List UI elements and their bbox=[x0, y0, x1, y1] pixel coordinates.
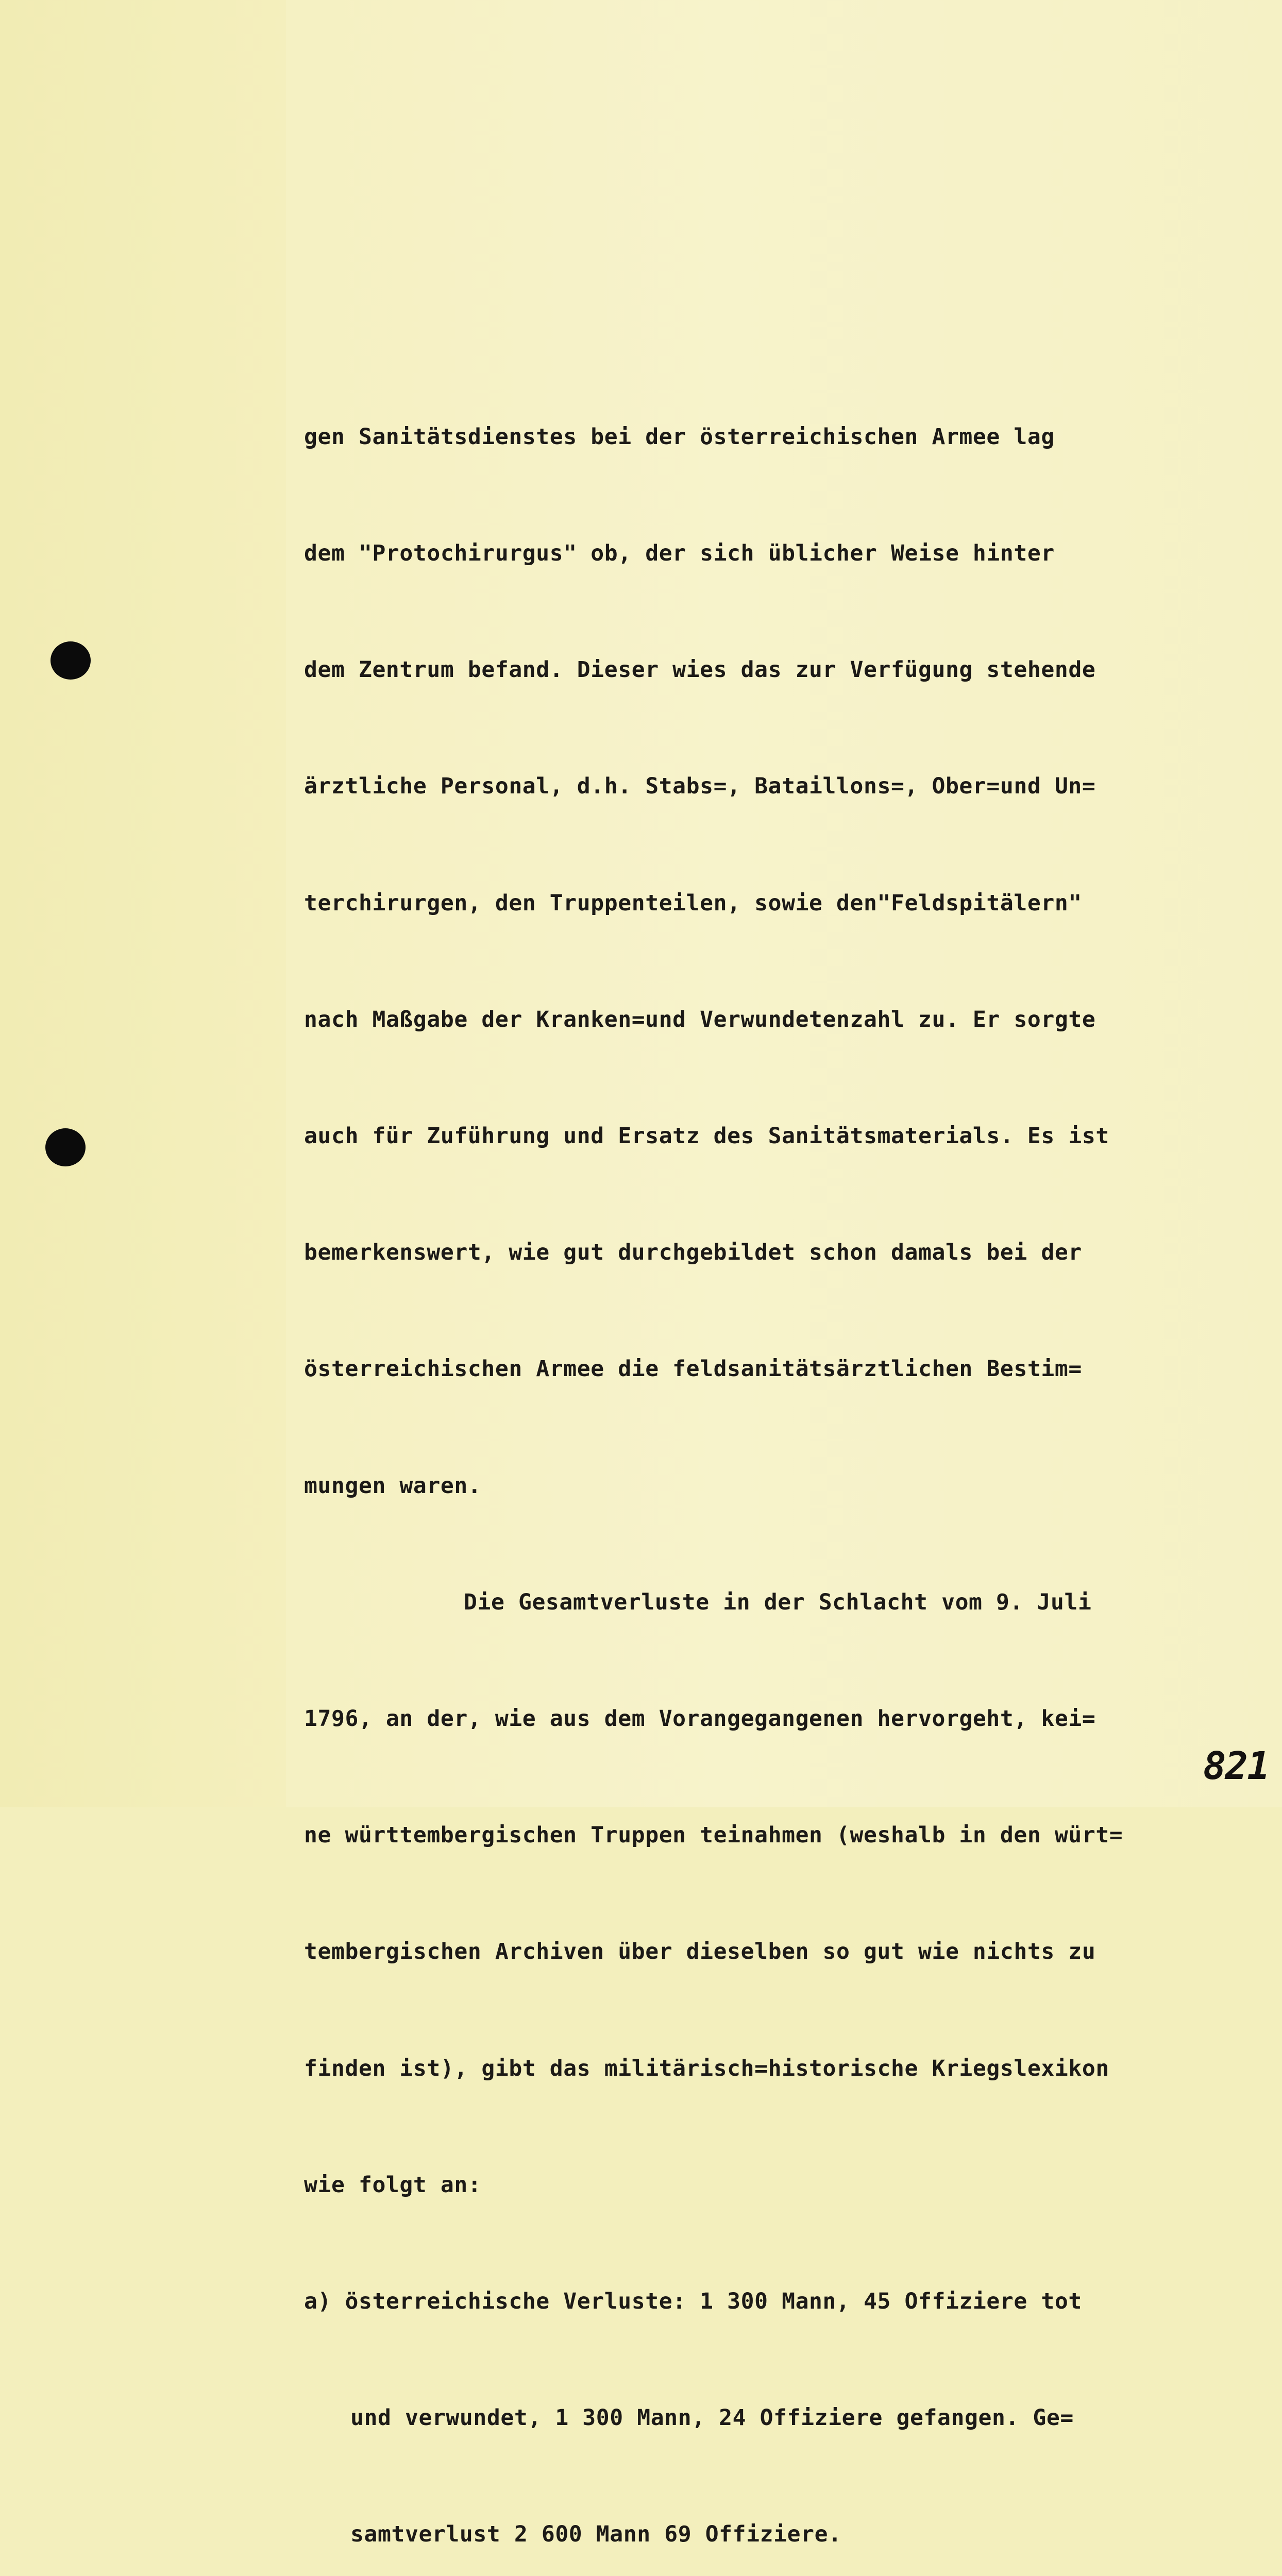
paragraph-start-line: Die Gesamtverluste in der Schlacht vom 9. Juli bbox=[464, 1589, 1092, 1615]
text-line: gen Sanitätsdienstes bei der österreichischen Armee lag bbox=[304, 423, 1055, 450]
text-line: ärztliche Personal, d.h. Stabs=, Bataillons=, Ober=und Un= bbox=[304, 773, 1096, 800]
punch-hole bbox=[50, 641, 91, 680]
text-line: bemerkenswert, wie gut durchgebildet schon damals bei der bbox=[304, 1240, 1082, 1266]
text-line: 1796, an der, wie aus dem Vorangegangenen hervorgeht, kei= bbox=[304, 1706, 1096, 1732]
handwritten-page-number: 821 bbox=[1203, 1744, 1269, 1788]
text-line: finden ist), gibt das militärisch=historische Kriegslexikon bbox=[304, 2055, 1109, 2081]
text-line: dem Zentrum befand. Dieser wies das zur Verfügung stehende bbox=[304, 657, 1096, 683]
text-line: dem "Protochirurgus" ob, der sich üblicher Weise hinter bbox=[304, 540, 1055, 567]
text-line: tembergischen Archiven über dieselben so gut wie nichts zu bbox=[304, 1939, 1096, 1965]
punch-hole bbox=[45, 1128, 86, 1166]
list-item-continuation: und verwundet, 1 300 Mann, 24 Offiziere gefangen. Ge= bbox=[350, 2405, 1074, 2431]
list-item-a: a) österreichische Verluste: 1 300 Mann, 45 Offiziere tot bbox=[304, 2289, 1082, 2315]
text-line: terchirurgen, den Truppenteilen, sowie den"Feldspitälern" bbox=[304, 890, 1082, 916]
text-line: auch für Zuführung und Ersatz des Sanitätsmaterials. Es ist bbox=[304, 1123, 1109, 1149]
text-line: mungen waren. bbox=[304, 1472, 482, 1499]
typewritten-text bbox=[304, 340, 1262, 2576]
text-line: wie folgt an: bbox=[304, 2172, 482, 2198]
list-item-continuation: samtverlust 2 600 Mann 69 Offiziere. bbox=[350, 2521, 842, 2548]
text-line: österreichischen Armee die feldsanitätsärztlichen Bestim= bbox=[304, 1356, 1082, 1382]
text-line: ne württembergischen Truppen teinahmen (weshalb in den würt= bbox=[304, 1822, 1123, 1849]
text-line: nach Maßgabe der Kranken=und Verwundetenzahl zu. Er sorgte bbox=[304, 1006, 1096, 1032]
